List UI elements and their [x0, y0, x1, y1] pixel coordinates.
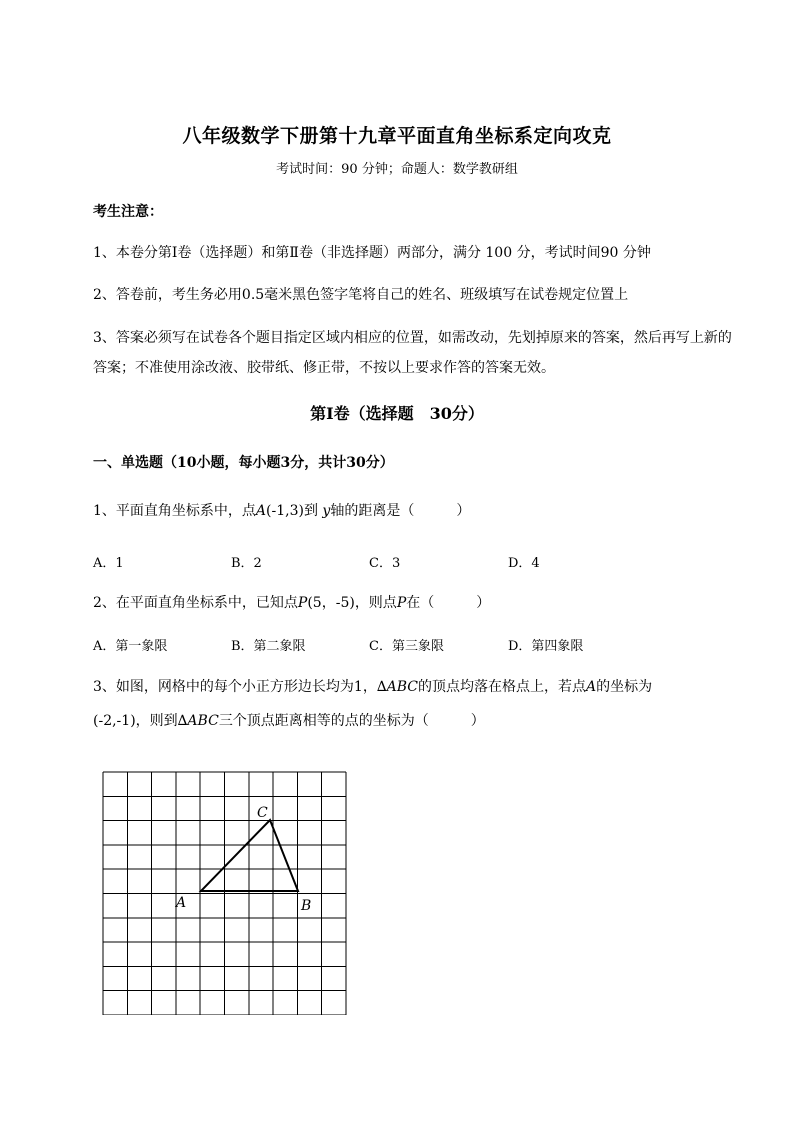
- triangle-abc: [201, 820, 298, 891]
- question-3-line-1: [93, 676, 652, 696]
- q3-text-post-2: 三个顶点距离相等的点的坐标为（ ）: [218, 713, 485, 729]
- q3-text-mid-2: ，则到: [135, 713, 178, 729]
- q1-option-b: B．2: [231, 556, 262, 571]
- notice-item-2: 2、答卷前，考生务必用0.5毫米黑色签字笔将自己的姓名、班级填写在试卷规定位置上: [93, 287, 629, 303]
- q1-text-post: 轴的距离是（ ）: [330, 503, 471, 519]
- notice-item-1: 1、本卷分第Ⅰ卷（选择题）和第Ⅱ卷（非选择题）两部分，满分 100 分，考试时间90 分钟: [93, 245, 651, 261]
- q1-option-d: D．4: [508, 556, 540, 571]
- question-2: [93, 592, 490, 612]
- notice-heading: 考生注意：: [93, 204, 163, 220]
- q3-coord: (-2,-1): [93, 713, 136, 729]
- q2-coord: (5，-5): [307, 595, 355, 611]
- q2-text-post: 在（ ）: [406, 595, 491, 611]
- q3-point-a: A: [585, 679, 597, 695]
- q2-text-pre: 2、在平面直角坐标系中，已知点: [93, 595, 298, 611]
- q2-point: P: [297, 595, 308, 611]
- q1-point: A: [255, 503, 267, 519]
- notice-item-3: 3、答案必须写在试卷各个题目指定区域内相应的位置，如需改动，先划掉原来的答案，然后再写上新的答案；不准使用涂改液、胶带纸、修正带，不按以上要求作答的答案无效。: [93, 330, 732, 376]
- q2-option-b: B．第二象限: [231, 639, 306, 654]
- q1-coord: (-1,3): [266, 503, 304, 519]
- grid-triangle-figure: [96, 765, 356, 1015]
- q1-option-c: C．3: [369, 556, 401, 571]
- question-3-line-2: [93, 710, 485, 730]
- q3-text-pre: 3、如图，网格中的每个小正方形边长均为1，: [93, 679, 377, 695]
- q3-text-post: 的坐标为: [596, 679, 653, 695]
- exam-subtitle: 考试时间：90 分钟；命题人：数学教研组: [276, 162, 518, 177]
- q2-point-2: P: [396, 595, 407, 611]
- question-1: [93, 500, 470, 520]
- q1-text-mid: 到: [303, 503, 318, 519]
- vertex-label-b: B: [301, 898, 312, 914]
- part1-title: 第Ⅰ卷（选择题 30分）: [310, 404, 484, 423]
- q1-text-pre: 1、平面直角坐标系中，点: [93, 503, 256, 519]
- q2-text-mid: ，则点: [354, 595, 397, 611]
- grid-lines: [103, 772, 346, 1015]
- vertex-label-c: C: [257, 805, 268, 821]
- vertex-label-a: A: [176, 895, 187, 911]
- q1-option-a: A．1: [93, 556, 124, 571]
- q3-triangle-2: ∆ABC: [177, 713, 219, 729]
- q3-triangle-1: ∆ABC: [376, 679, 418, 695]
- q2-option-a: A．第一象限: [93, 639, 168, 654]
- q1-axis: y: [322, 503, 331, 519]
- section-heading: 一、单选题（10小题，每小题3分，共计30分）: [93, 455, 394, 471]
- q3-text-mid: 的顶点均落在格点上，若点: [417, 679, 586, 695]
- exam-title: 八年级数学下册第十九章平面直角坐标系定向攻克: [182, 125, 612, 147]
- q2-option-c: C．第三象限: [369, 639, 444, 654]
- q2-option-d: D．第四象限: [508, 639, 584, 654]
